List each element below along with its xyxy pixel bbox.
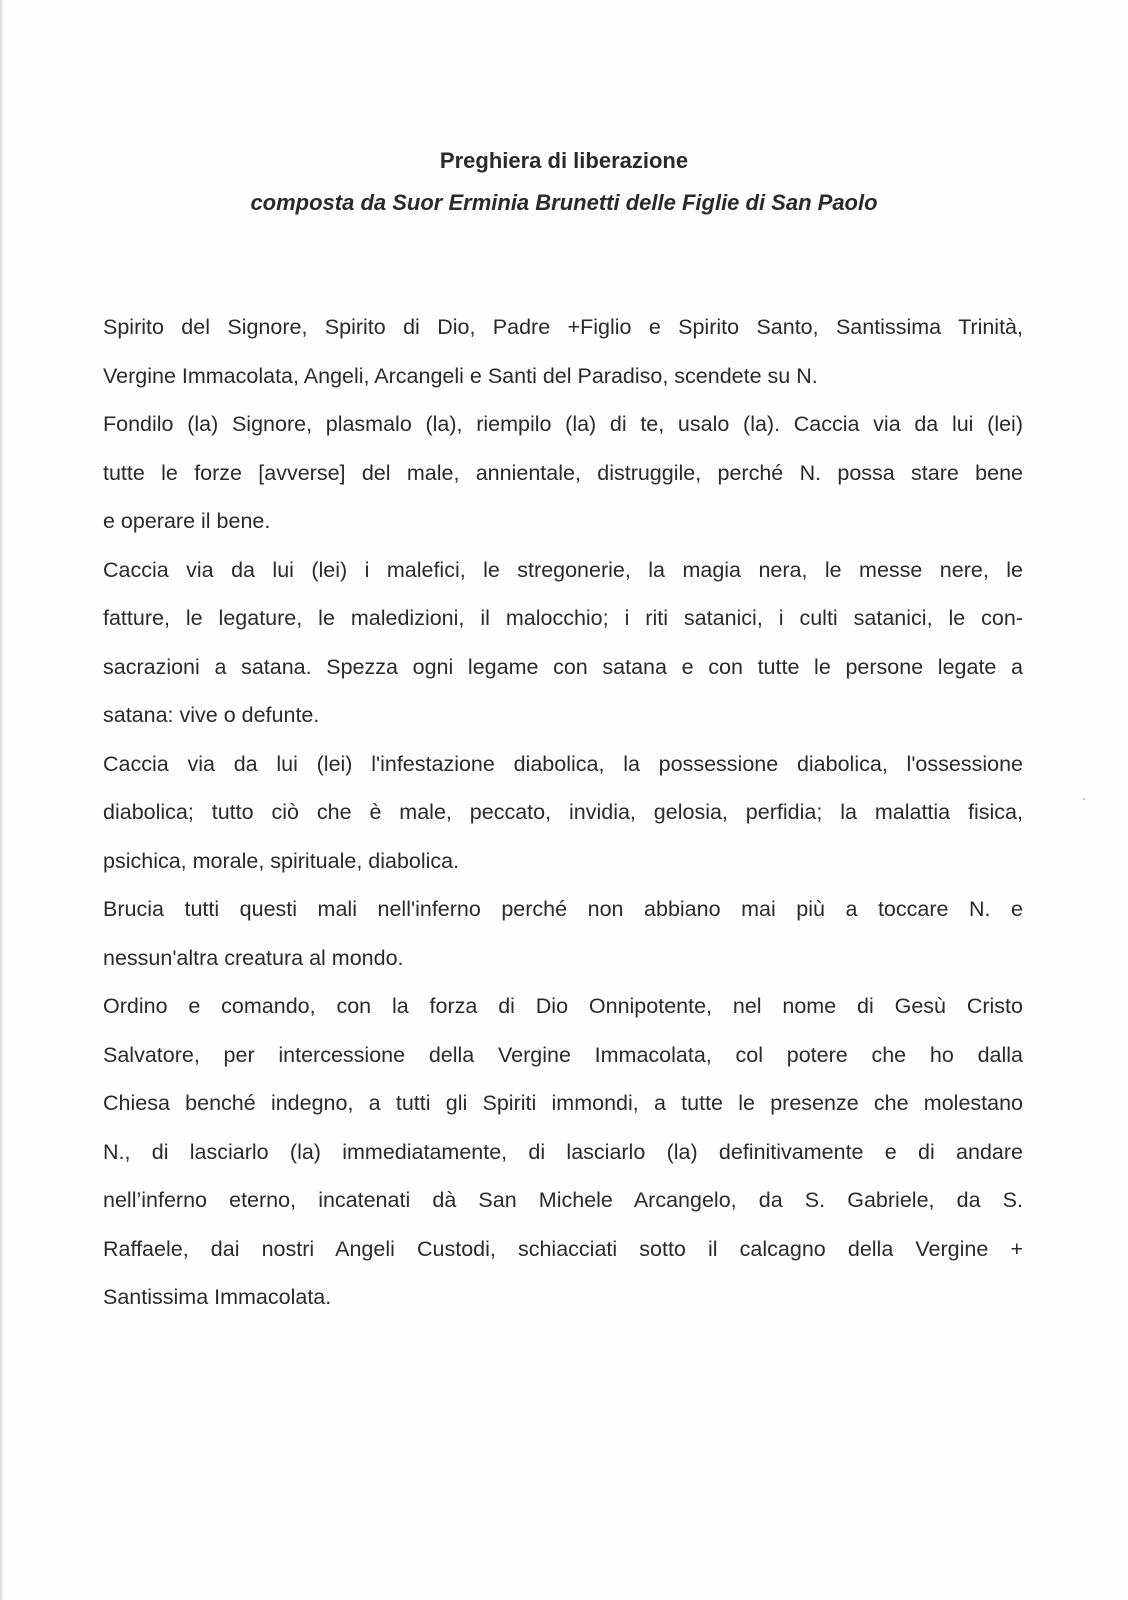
text-line: Brucia tutti questi mali nell'inferno perché non abbiano mai più a toccare N. e (103, 897, 1023, 921)
text-line: Fondilo (la) Signore, plasmalo (la), riempilo (la) di te, usalo (la). Caccia via da lui (lei) (103, 412, 1023, 436)
document-title: Preghiera di liberazione (439, 148, 689, 173)
text-line: Chiesa benché indegno, a tutti gli Spiriti immondi, a tutte le presenze che molestano (103, 1091, 1023, 1115)
text-line: Caccia via da lui (lei) i malefici, le stregonerie, la magia nera, le messe nere, le (103, 557, 1023, 582)
text-line: psichica, morale, spirituale, diabolica. (103, 848, 460, 873)
text-line: e operare il bene. (103, 509, 271, 533)
scan-edge-shadow (0, 0, 3, 1600)
text-line: Santissima Immacolata. (103, 1285, 332, 1309)
document-subtitle: composta da Suor Erminia Brunetti delle Figlie di San Paolo (250, 190, 878, 215)
prayer-body (103, 313, 1023, 1332)
text-line: satana: vive o defunte. (103, 703, 320, 727)
text-line: nell’inferno eterno, incatenati dà San Michele Arcangelo, da S. Gabriele, da S. (103, 1188, 1023, 1212)
text-line: nessun'altra creatura al mondo. (103, 945, 404, 970)
text-line: Vergine Immacolata, Angeli, Arcangeli e Santi del Paradiso, scendete su N. (103, 363, 818, 388)
text-line: diabolica; tutto ciò che è male, peccato, invidia, gelosia, perfidia; la malattia fisica, (103, 800, 1023, 824)
text-line: sacrazioni a satana. Spezza ogni legame con satana e con tutte le persone legate a (103, 654, 1023, 679)
text-line: Caccia via da lui (lei) l'infestazione diabolica, la possessione diabolica, l'ossessione (103, 751, 1023, 776)
text-line: N., di lasciarlo (la) immediatamente, di lasciarlo (la) definitivamente e di andare (103, 1139, 1023, 1164)
text-line: Raffaele, dai nostri Angeli Custodi, schiacciati sotto il calcagno della Vergine + (103, 1236, 1023, 1261)
scan-speck (1083, 798, 1085, 800)
text-line: Salvatore, per intercessione della Vergine Immacolata, col potere che ho dalla (103, 1042, 1023, 1067)
text-line: Ordino e comando, con la forza di Dio Onnipotente, nel nome di Gesù Cristo (103, 994, 1023, 1018)
text-line: tutte le forze [avverse] del male, annientale, distruggile, perché N. possa stare bene (103, 460, 1023, 485)
text-line: Spirito del Signore, Spirito di Dio, Padre +Figlio e Spirito Santo, Santissima Trinità, (103, 315, 1023, 339)
text-line: fatture, le legature, le maledizioni, il malocchio; i riti satanici, i culti satanici, le con- (103, 606, 1023, 630)
